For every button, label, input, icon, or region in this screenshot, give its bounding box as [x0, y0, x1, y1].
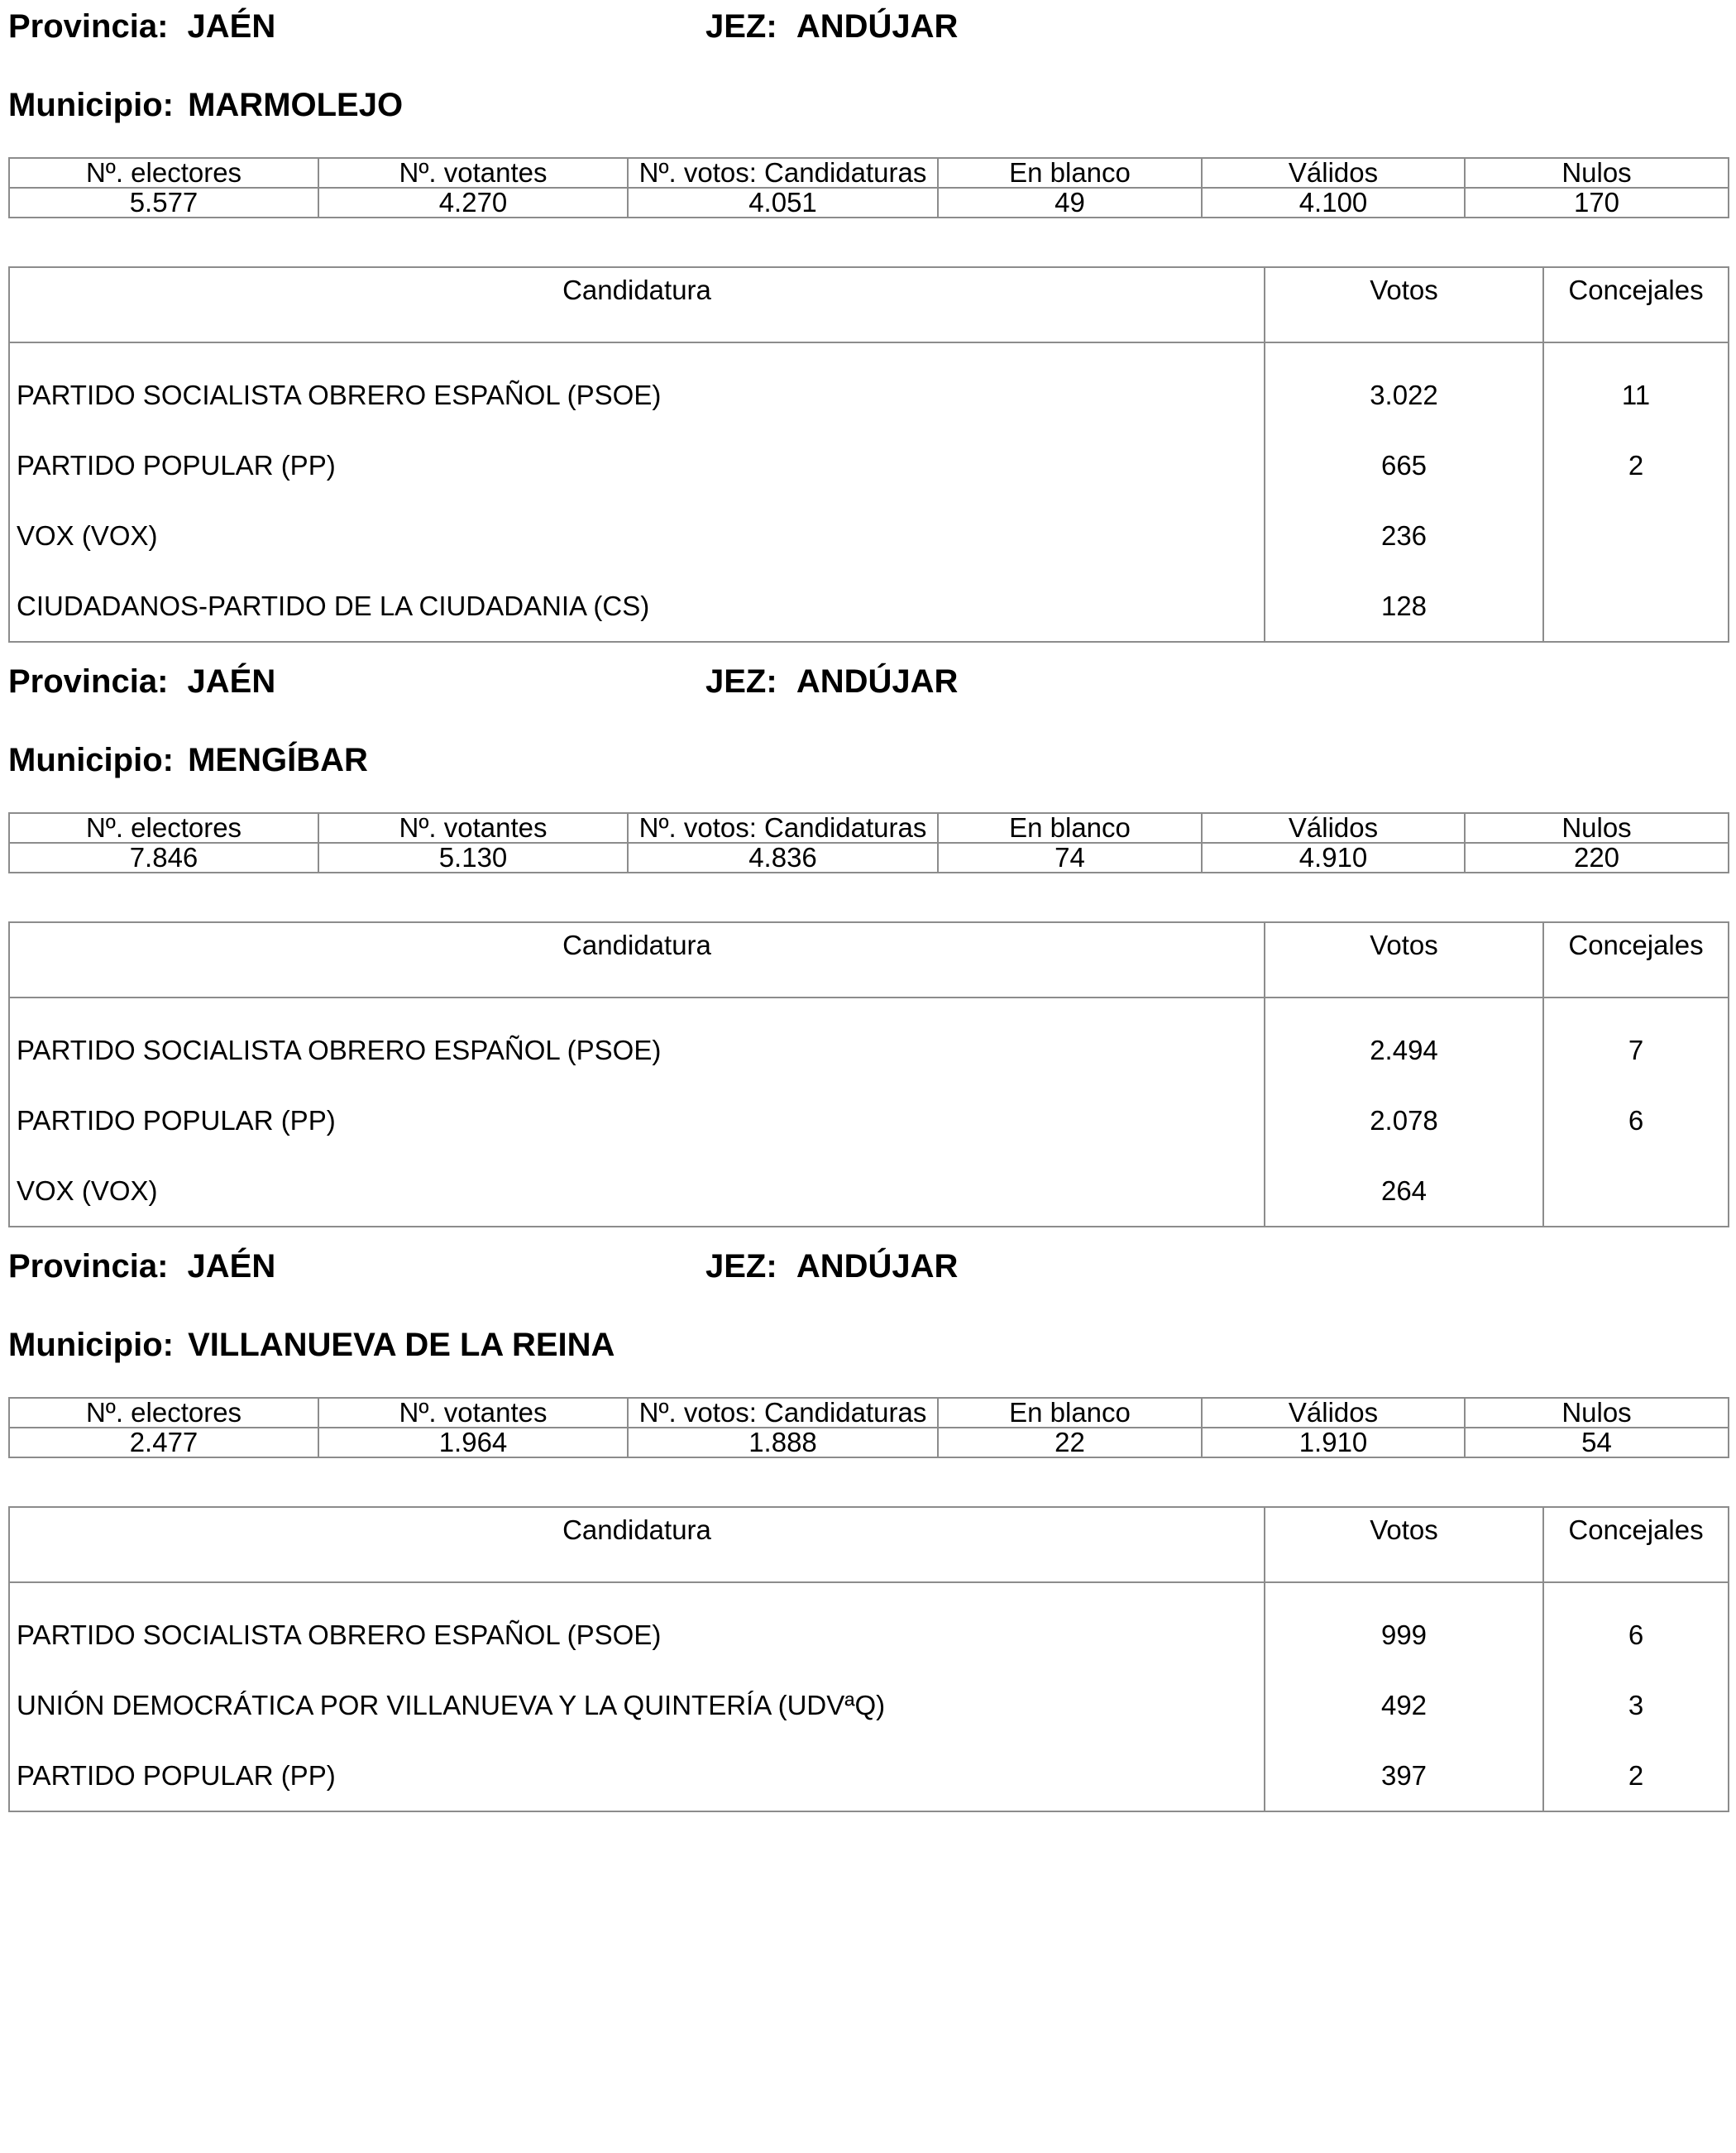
candidates-header: Votos [1265, 922, 1543, 998]
municipio-header [8, 739, 368, 781]
summary-value: 4.910 [1202, 843, 1465, 873]
summary-value: 4.051 [628, 188, 938, 218]
candidates-header: Candidatura [9, 1507, 1265, 1582]
candidates-header: Concejales [1543, 922, 1729, 998]
summary-header: Nº. electores [9, 813, 318, 843]
summary-header: Nº. votos: Candidaturas [628, 813, 938, 843]
candidate-name: PARTIDO POPULAR (PP) [9, 430, 1265, 500]
summary-value: 2.477 [9, 1428, 318, 1457]
candidate-seats: 6 [1628, 1104, 1644, 1136]
summary-value: 1.888 [628, 1428, 938, 1457]
summary-header: Nº. electores [9, 158, 318, 188]
summary-header: Nº. votantes [318, 158, 628, 188]
summary-header-row [9, 158, 1729, 188]
candidate-row [9, 998, 1729, 1085]
summary-value: 170 [1465, 188, 1729, 218]
candidate-name: VOX (VOX) [9, 1155, 1265, 1227]
candidate-votes: 999 [1265, 1582, 1543, 1670]
summary-value: 220 [1465, 843, 1729, 873]
summary-header: Nº. votantes [318, 1398, 628, 1428]
summary-header: Válidos [1202, 158, 1465, 188]
candidates-header: Candidatura [9, 267, 1265, 342]
provincia-value: JAÉN [187, 663, 276, 700]
candidate-name: CIUDADANOS-PARTIDO DE LA CIUDADANIA (CS) [9, 571, 1265, 642]
candidate-name: PARTIDO SOCIALISTA OBRERO ESPAÑOL (PSOE) [9, 1582, 1265, 1670]
summary-value: 4.270 [318, 188, 628, 218]
candidate-votes: 492 [1265, 1670, 1543, 1740]
candidate-name: PARTIDO SOCIALISTA OBRERO ESPAÑOL (PSOE) [9, 342, 1265, 430]
summary-value-row [9, 843, 1729, 873]
candidate-votes: 264 [1265, 1155, 1543, 1227]
summary-value: 1.964 [318, 1428, 628, 1457]
provincia-header [8, 661, 275, 702]
jez-label: JEZ: [705, 663, 777, 700]
candidate-row [9, 1085, 1729, 1155]
candidate-name: PARTIDO POPULAR (PP) [9, 1740, 1265, 1811]
candidates-header-row [9, 922, 1729, 998]
summary-value: 54 [1465, 1428, 1729, 1457]
summary-header: Nulos [1465, 813, 1729, 843]
jez-value: ANDÚJAR [796, 663, 959, 700]
candidate-votes: 128 [1265, 571, 1543, 642]
summary-header: Válidos [1202, 813, 1465, 843]
summary-header: Nº. votos: Candidaturas [628, 158, 938, 188]
candidates-header: Votos [1265, 1507, 1543, 1582]
summary-header: Válidos [1202, 1398, 1465, 1428]
summary-value: 74 [938, 843, 1202, 873]
candidate-row [9, 500, 1729, 571]
candidate-row [9, 1155, 1729, 1227]
provincia-header [8, 6, 275, 47]
candidate-votes: 397 [1265, 1740, 1543, 1811]
candidate-row [9, 1670, 1729, 1740]
summary-header: Nulos [1465, 158, 1729, 188]
candidate-name: PARTIDO SOCIALISTA OBRERO ESPAÑOL (PSOE) [9, 998, 1265, 1085]
candidates-header: Candidatura [9, 922, 1265, 998]
summary-value-row [9, 188, 1729, 218]
municipio-header [8, 1324, 615, 1366]
candidate-seats: 2 [1628, 1759, 1644, 1791]
municipio-header [8, 84, 403, 126]
provincia-value: JAÉN [187, 8, 276, 45]
summary-value: 5.130 [318, 843, 628, 873]
municipio-label: Municipio: [8, 1327, 174, 1363]
summary-value: 22 [938, 1428, 1202, 1457]
summary-table [8, 157, 1729, 218]
candidate-row [9, 1740, 1729, 1811]
summary-header: Nº. votantes [318, 813, 628, 843]
provincia-label: Provincia: [8, 1248, 169, 1285]
candidate-name: VOX (VOX) [9, 500, 1265, 571]
municipio-label: Municipio: [8, 742, 174, 778]
provincia-label: Provincia: [8, 8, 169, 45]
candidate-row [9, 1582, 1729, 1670]
jez-value: ANDÚJAR [796, 8, 959, 45]
candidate-votes: 665 [1265, 430, 1543, 500]
summary-value: 7.846 [9, 843, 318, 873]
jez-header [705, 1246, 958, 1287]
jez-label: JEZ: [705, 1248, 777, 1285]
candidates-header-row [9, 267, 1729, 342]
summary-table [8, 812, 1729, 873]
candidate-row [9, 571, 1729, 642]
municipio-value: MARMOLEJO [188, 87, 404, 123]
provincia-header [8, 1246, 275, 1287]
candidate-name: PARTIDO POPULAR (PP) [9, 1085, 1265, 1155]
provincia-value: JAÉN [187, 1248, 276, 1285]
jez-value: ANDÚJAR [796, 1248, 959, 1285]
summary-header: En blanco [938, 813, 1202, 843]
candidate-seats: 11 [1621, 379, 1651, 410]
jez-header [705, 661, 958, 702]
candidate-seats: 6 [1628, 1619, 1644, 1650]
candidate-seats: 3 [1628, 1689, 1644, 1720]
candidate-votes: 3.022 [1265, 342, 1543, 430]
candidates-table [8, 1506, 1729, 1812]
jez-label: JEZ: [705, 8, 777, 45]
candidates-header: Concejales [1543, 1507, 1729, 1582]
summary-header-row [9, 813, 1729, 843]
municipio-value: MENGÍBAR [188, 742, 368, 778]
candidate-seats [1543, 571, 1729, 642]
candidate-seats [1543, 500, 1729, 571]
candidates-header: Votos [1265, 267, 1543, 342]
jez-header [705, 6, 958, 47]
summary-header: Nº. votos: Candidaturas [628, 1398, 938, 1428]
candidate-votes: 2.494 [1265, 998, 1543, 1085]
candidate-seats: 2 [1628, 449, 1644, 481]
summary-value: 5.577 [9, 188, 318, 218]
provincia-label: Provincia: [8, 663, 169, 700]
municipio-label: Municipio: [8, 87, 174, 123]
summary-table [8, 1397, 1729, 1458]
candidates-table [8, 266, 1729, 643]
candidate-votes: 2.078 [1265, 1085, 1543, 1155]
summary-header: En blanco [938, 158, 1202, 188]
summary-value-row [9, 1428, 1729, 1457]
summary-header-row [9, 1398, 1729, 1428]
candidate-seats: 7 [1628, 1034, 1644, 1065]
candidate-row [9, 342, 1729, 430]
candidates-header: Concejales [1543, 267, 1729, 342]
candidates-header-row [9, 1507, 1729, 1582]
candidate-votes: 236 [1265, 500, 1543, 571]
municipio-value: VILLANUEVA DE LA REINA [188, 1327, 615, 1363]
summary-header: Nº. electores [9, 1398, 318, 1428]
summary-value: 1.910 [1202, 1428, 1465, 1457]
summary-value: 4.100 [1202, 188, 1465, 218]
summary-value: 49 [938, 188, 1202, 218]
candidates-table [8, 921, 1729, 1227]
summary-header: Nulos [1465, 1398, 1729, 1428]
candidate-row [9, 430, 1729, 500]
candidate-seats [1543, 1155, 1729, 1227]
summary-value: 4.836 [628, 843, 938, 873]
candidate-name: UNIÓN DEMOCRÁTICA POR VILLANUEVA Y LA QUINTERÍA (UDVªQ) [9, 1670, 1265, 1740]
summary-header: En blanco [938, 1398, 1202, 1428]
